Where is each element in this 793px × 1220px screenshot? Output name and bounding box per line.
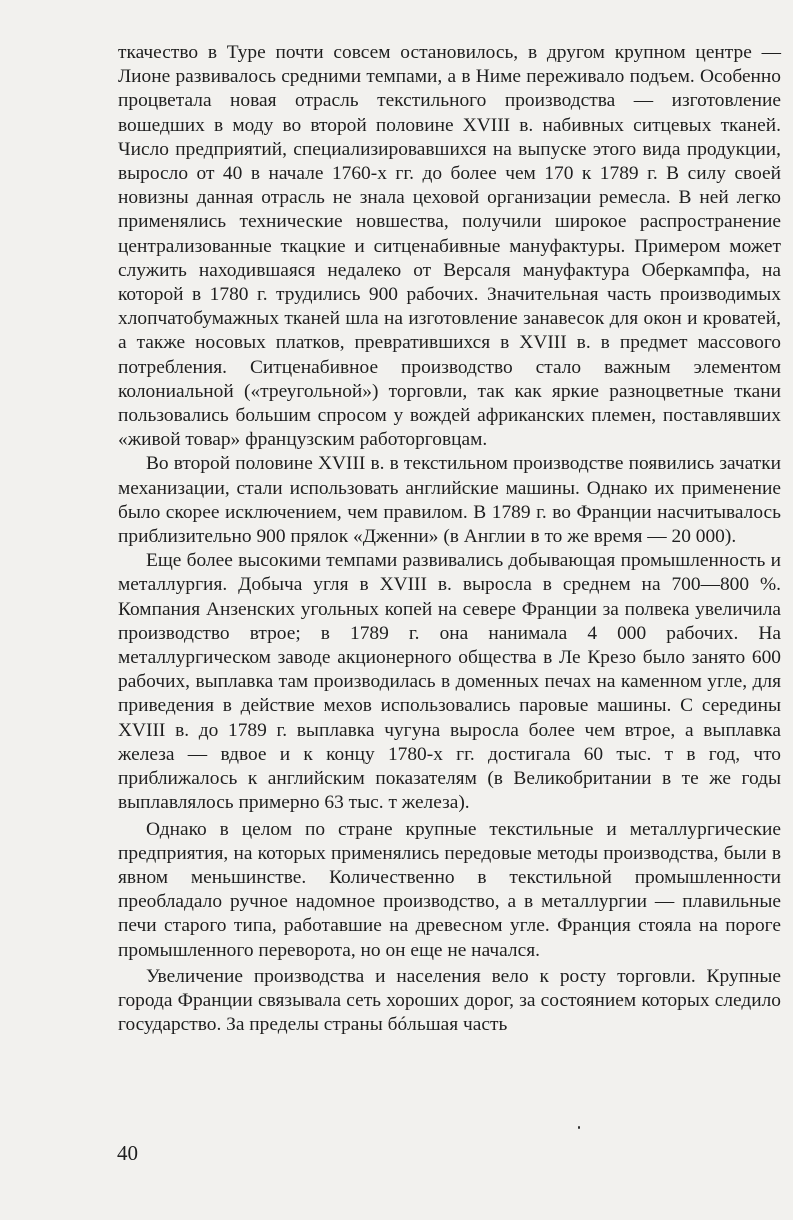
paragraph-trade: Увеличение производства и населения вело к росту торговли. Крупные города Франции связывала сеть хороших дорог, за состоянием которых следило государство. За пределы страны бóльшая часть xyxy=(118,965,781,1036)
paragraph-mining-metallurgy: Еще более высокими темпами развивались добывающая промышленность и металлургия. Добыча угля в XVIII в. выросла в среднем на 700—800 %. Компания Анзенских угольных копей на севере Франции за полвека увеличила производство втрое; в 1789 г. она нанимала 4 000 рабочих. На металлургическом заводе акционерного общества в Ле Крезо было занято 600 рабочих, выплавка там производилась в доменных печах на каменном угле, для приведения в действие мехов использовались паровые машины. С середины XVIII в. до 1789 г. выплавка чугуна выросла более чем втрое, а выплавка железа — вдвое и к концу 1780-х гг. достигала 60 тыс. т в год, что приближалось к английским показателям (в Великобритании в те же годы выплавлялось примерно 63 тыс. т железа). xyxy=(118,550,781,814)
print-speck xyxy=(578,1126,580,1129)
paragraph-overall-industry: Однако в целом по стране крупные текстильные и металлургические предприятия, на которых применялись передовые методы производства, были в явном меньшинстве. Количественно в текстильной промышленности преобладало ручное надомное производство, а в металлургии — плавильные печи старого типа, работавшие на древесном угле. Франция стояла на пороге промышленного переворота, но он еще не начался. xyxy=(118,818,781,961)
paragraph-textile-industry: ткачество в Туре почти совсем остановилось, в другом крупном центре — Лионе развивалось средними темпами, а в Ниме переживало подъем. Особенно процветала новая отрасль текстильного производства — изготовление вошедших в моду во второй половине XVIII в. набивных ситцевых тканей. Число предприятий, специализировавшихся на выпуске этого вида продукции, выросло от 40 в начале 1760-х гг. до более чем 170 к 1789 г. В силу своей новизны данная отрасль не знала цеховой организации ремесла. В ней легко применялись технические новшества, получили широкое распространение централизованные ткацкие и ситценабивные мануфактуры. Примером может служить находившаяся недалеко от Версаля мануфактура Оберкампфа, на которой в 1780 г. трудились 900 рабочих. Значительная часть производимых хлопчатобумажных тканей шла на изготовление занавесок для окон и кроватей, а также носовых платков, превратившихся в XVIII в. в предмет массового потребления. Ситценабивное производство стало важным элементом колониальной («треугольной») торговли, так как яркие разноцветные ткани пользовались большим спросом у вождей африканских племен, поставлявших «живой товар» французским работорговцам. xyxy=(118,42,781,451)
paragraph-mechanization: Во второй половине XVIII в. в текстильном производстве появились зачатки механизации, стали использовать английские машины. Однако их применение было скорее исключением, чем правилом. В 1789 г. во Франции насчитывалось приблизительно 900 прялок «Дженни» (в Англии в то же время — 20 000). xyxy=(118,453,781,548)
page-number: 40 xyxy=(117,1141,138,1165)
body-text xyxy=(118,41,781,1037)
